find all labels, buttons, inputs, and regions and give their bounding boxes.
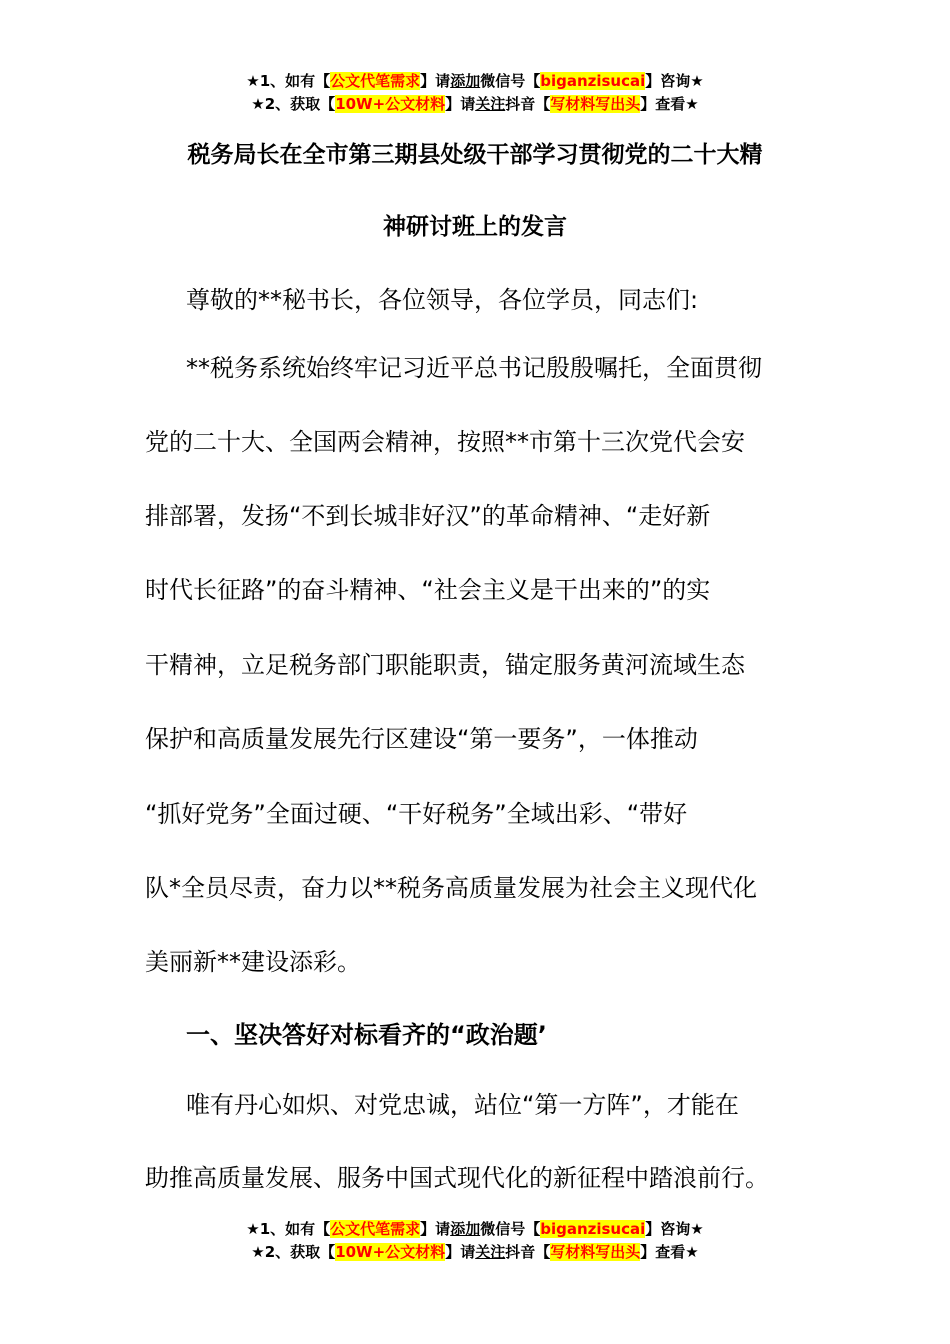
paragraph-line: “抓好党务”全面过硬、“干好税务”全域出彩、“带好 (145, 800, 688, 828)
promo-text: ★1、如有【 (246, 1220, 331, 1238)
paragraph-line: 保护和高质量发展先行区建设“第一要务”，一体推动 (145, 725, 698, 753)
document-title-line-1: 税务局长在全市第三期县处级干部学习贯彻党的二十大精 (187, 142, 763, 168)
paragraph-line: 时代长征路”的奋斗精神、“社会主义是干出来的”的实 (145, 576, 711, 604)
promo-highlight: 10W+公文材料 (335, 1243, 446, 1261)
promo-highlight: biganzisucai (540, 72, 646, 90)
promo-line-1 (0, 1218, 950, 1241)
promo-highlight: 公文代笔需求 (330, 1220, 421, 1238)
promo-text: 】请 (445, 95, 476, 113)
promo-underline: 添加 (450, 1220, 481, 1238)
section-heading: 一、坚决答好对标看齐的“政治题’ (186, 1021, 547, 1049)
promo-text: 】查看★ (640, 95, 699, 113)
paragraph-line: 助推高质量发展、服务中国式现代化的新征程中踏浪前行。 (145, 1164, 769, 1192)
promo-text: 】请 (420, 72, 451, 90)
promo-underline: 添加 (450, 72, 481, 90)
promo-banner-top (0, 70, 950, 116)
promo-text: 】咨询★ (645, 72, 704, 90)
promo-underline: 关注 (475, 1243, 506, 1261)
promo-highlight: 公文代笔需求 (330, 72, 421, 90)
paragraph-line: 美丽新**建设添彩。 (145, 948, 361, 976)
promo-highlight: 10W+公文材料 (335, 95, 446, 113)
salutation: 尊敬的**秘书长，各位领导，各位学员，同志们: (186, 286, 699, 314)
promo-text: 】咨询★ (645, 1220, 704, 1238)
promo-line-2 (0, 1241, 950, 1264)
paragraph-line: **税务系统始终牢记习近平总书记殷殷嘱托，全面贯彻 (186, 354, 762, 382)
promo-line-1 (0, 70, 950, 93)
promo-highlight: biganzisucai (540, 1220, 646, 1238)
paragraph-line: 排部署，发扬“不到长城非好汉”的革命精神、“走好新 (145, 502, 711, 530)
promo-text: 微信号【 (480, 72, 541, 90)
promo-highlight: 写材料写出头 (550, 95, 641, 113)
document-title-line-2: 神研讨班上的发言 (383, 214, 567, 240)
promo-underline: 关注 (475, 95, 506, 113)
promo-text: 】请 (445, 1243, 476, 1261)
promo-text: 】请 (420, 1220, 451, 1238)
promo-text: 微信号【 (480, 1220, 541, 1238)
paragraph-line: 唯有丹心如炽、对党忠诚，站位“第一方阵”，才能在 (186, 1091, 739, 1119)
promo-text: ★1、如有【 (246, 72, 331, 90)
promo-highlight: 写材料写出头 (550, 1243, 641, 1261)
promo-banner-bottom (0, 1218, 950, 1264)
promo-text: 抖音【 (505, 1243, 551, 1261)
promo-text: ★2、获取【 (251, 95, 336, 113)
paragraph-line: 干精神，立足税务部门职能职责，锚定服务黄河流域生态 (145, 651, 745, 679)
paragraph-line: 队*全员尽责，奋力以**税务高质量发展为社会主义现代化 (145, 874, 757, 902)
promo-text: 抖音【 (505, 95, 551, 113)
paragraph-line: 党的二十大、全国两会精神，按照**市第十三次党代会安 (145, 428, 745, 456)
promo-text: 】查看★ (640, 1243, 699, 1261)
promo-text: ★2、获取【 (251, 1243, 336, 1261)
promo-line-2 (0, 93, 950, 116)
